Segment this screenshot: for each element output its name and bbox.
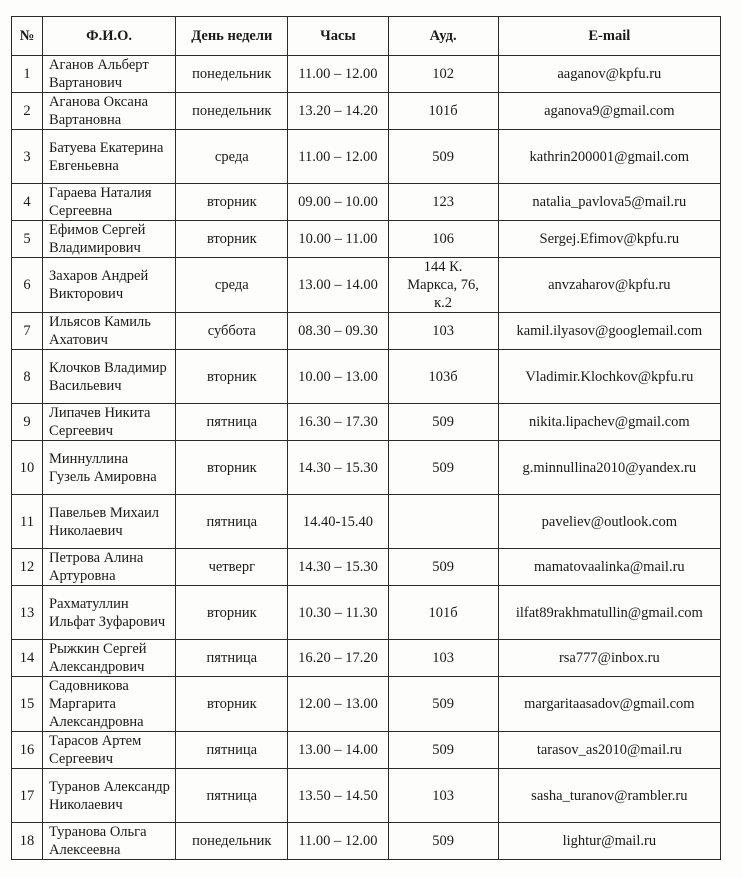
weekday: среда [176,130,288,184]
header-email: E-mail [498,17,720,56]
row-number: 14 [12,640,43,677]
header-hours: Часы [288,17,388,56]
table-row [12,495,721,549]
email-link[interactable]: sasha_turanov@rambler.ru [498,769,720,823]
person-name: Тарасов Артем Сергеевич [43,732,176,769]
table-row [12,732,721,769]
row-number: 12 [12,549,43,586]
email-link[interactable]: g.minnullina2010@yandex.ru [498,441,720,495]
hours: 13.00 – 14.00 [288,732,388,769]
hours: 14.40-15.40 [288,495,388,549]
hours: 08.30 – 09.30 [288,313,388,350]
hours: 14.30 – 15.30 [288,441,388,495]
row-number: 9 [12,404,43,441]
person-name: Липачев Никита Сергеевич [43,404,176,441]
table-row [12,823,721,860]
person-name: Клочков Владимир Васильевич [43,350,176,404]
weekday: вторник [176,184,288,221]
row-number: 17 [12,769,43,823]
header-room: Ауд. [388,17,498,56]
weekday: пятница [176,640,288,677]
email-link[interactable]: lightur@mail.ru [498,823,720,860]
row-number: 5 [12,221,43,258]
email-link[interactable]: nikita.lipachev@gmail.com [498,404,720,441]
table-row [12,258,721,313]
hours: 13.50 – 14.50 [288,769,388,823]
room: 101б [388,586,498,640]
person-name: Аганов Альберт Вартанович [43,56,176,93]
room: 123 [388,184,498,221]
weekday: пятница [176,769,288,823]
row-number: 7 [12,313,43,350]
room: 509 [388,441,498,495]
email-link[interactable]: ilfat89rakhmatullin@gmail.com [498,586,720,640]
row-number: 13 [12,586,43,640]
weekday: вторник [176,677,288,732]
person-name: Садовникова Маргарита Александровна [43,677,176,732]
weekday: среда [176,258,288,313]
person-name: Туранов Александр Николаевич [43,769,176,823]
room: 509 [388,549,498,586]
hours: 16.20 – 17.20 [288,640,388,677]
table-row [12,441,721,495]
row-number: 3 [12,130,43,184]
row-number: 10 [12,441,43,495]
room: 509 [388,823,498,860]
table-row [12,677,721,732]
office-hours-table [11,16,721,860]
hours: 10.00 – 13.00 [288,350,388,404]
email-link[interactable]: Sergej.Efimov@kpfu.ru [498,221,720,258]
weekday: понедельник [176,93,288,130]
table-row [12,404,721,441]
row-number: 1 [12,56,43,93]
table-row [12,130,721,184]
room: 103 [388,640,498,677]
table-row [12,184,721,221]
header-num: № [12,17,43,56]
room: 509 [388,130,498,184]
room: 509 [388,404,498,441]
weekday: суббота [176,313,288,350]
table-row [12,56,721,93]
hours: 12.00 – 13.00 [288,677,388,732]
weekday: вторник [176,586,288,640]
room: 106 [388,221,498,258]
row-number: 4 [12,184,43,221]
weekday: пятница [176,732,288,769]
hours: 11.00 – 12.00 [288,823,388,860]
hours: 10.30 – 11.30 [288,586,388,640]
hours: 14.30 – 15.30 [288,549,388,586]
room: 101б [388,93,498,130]
hours: 11.00 – 12.00 [288,130,388,184]
person-name: Петрова Алина Артуровна [43,549,176,586]
person-name: Ефимов Сергей Владимирович [43,221,176,258]
table-row [12,313,721,350]
header-name: Ф.И.О. [43,17,176,56]
room: 509 [388,677,498,732]
weekday: пятница [176,495,288,549]
room: 102 [388,56,498,93]
email-link[interactable]: kathrin200001@gmail.com [498,130,720,184]
hours: 09.00 – 10.00 [288,184,388,221]
hours: 13.00 – 14.00 [288,258,388,313]
row-number: 2 [12,93,43,130]
email-link[interactable]: kamil.ilyasov@googlemail.com [498,313,720,350]
hours: 16.30 – 17.30 [288,404,388,441]
person-name: Гараева Наталия Сергеевна [43,184,176,221]
weekday: вторник [176,350,288,404]
person-name: Рахматуллин Ильфат Зуфарович [43,586,176,640]
person-name: Батуева Екатерина Евгеньевна [43,130,176,184]
person-name: Рыжкин Сергей Александрович [43,640,176,677]
person-name: Туранова Ольга Алексеевна [43,823,176,860]
table-row [12,350,721,404]
email-link[interactable]: aaganov@kpfu.ru [498,56,720,93]
room: 144 К. Маркса, 76, к.2 [388,258,498,313]
row-number: 18 [12,823,43,860]
table-row [12,640,721,677]
weekday: вторник [176,441,288,495]
email-link[interactable]: aganova9@gmail.com [498,93,720,130]
person-name: Захаров Андрей Викторович [43,258,176,313]
email-link[interactable]: natalia_pavlova5@mail.ru [498,184,720,221]
table-row [12,549,721,586]
room: 103 [388,313,498,350]
person-name: Аганова Оксана Вартановна [43,93,176,130]
room [388,495,498,549]
email-link[interactable]: tarasov_as2010@mail.ru [498,732,720,769]
email-link[interactable]: Vladimir.Klochkov@kpfu.ru [498,350,720,404]
header-day: День недели [176,17,288,56]
hours: 11.00 – 12.00 [288,56,388,93]
row-number: 6 [12,258,43,313]
weekday: пятница [176,404,288,441]
room: 509 [388,732,498,769]
hours: 13.20 – 14.20 [288,93,388,130]
email-link[interactable]: anvzaharov@kpfu.ru [498,258,720,313]
email-link[interactable]: mamatovaalinka@mail.ru [498,549,720,586]
email-link[interactable]: rsa777@inbox.ru [498,640,720,677]
weekday: понедельник [176,823,288,860]
person-name: Миннуллина Гузель Амировна [43,441,176,495]
row-number: 11 [12,495,43,549]
table-row [12,221,721,258]
table-row [12,769,721,823]
room: 103б [388,350,498,404]
email-link[interactable]: margaritaasadov@gmail.com [498,677,720,732]
header-row [12,17,721,56]
row-number: 16 [12,732,43,769]
hours: 10.00 – 11.00 [288,221,388,258]
room: 103 [388,769,498,823]
weekday: вторник [176,221,288,258]
email-link[interactable]: paveliev@outlook.com [498,495,720,549]
weekday: понедельник [176,56,288,93]
table-row [12,586,721,640]
row-number: 8 [12,350,43,404]
weekday: четверг [176,549,288,586]
person-name: Ильясов Камиль Ахатович [43,313,176,350]
table-row [12,93,721,130]
person-name: Павельев Михаил Николаевич [43,495,176,549]
row-number: 15 [12,677,43,732]
